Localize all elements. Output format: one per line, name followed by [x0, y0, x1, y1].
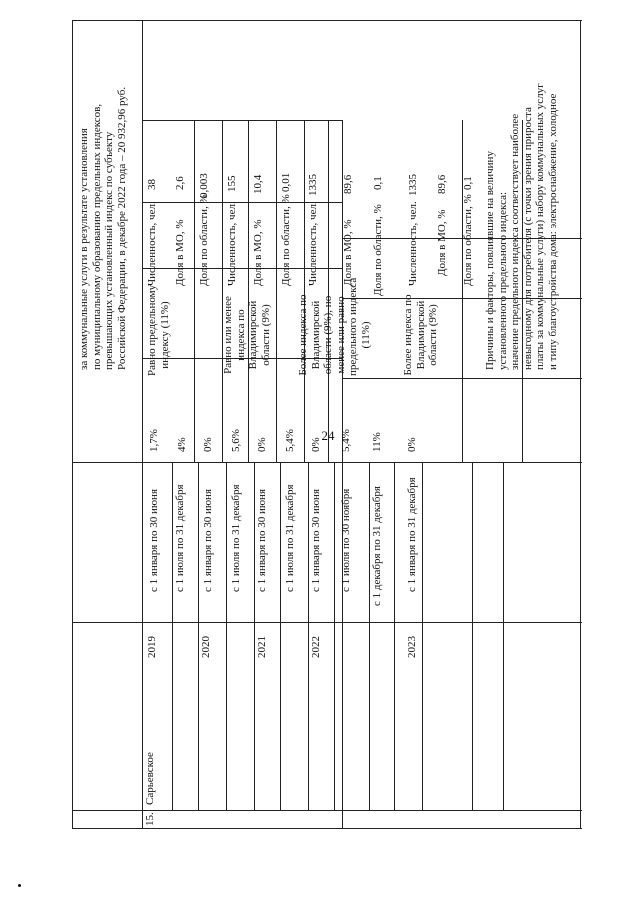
year-2019: 2019 [146, 636, 158, 658]
year-2022: 2022 [310, 636, 322, 658]
metric-value: 1335 [307, 174, 319, 196]
metric-label: Численность, чел. [407, 201, 419, 286]
period-label: с 1 июля по 31 декабря [174, 484, 186, 592]
metric-value: 0,1 [462, 176, 474, 190]
index-value: 4% [176, 437, 188, 452]
index-value: 0% [202, 437, 214, 452]
metric-label: Доля по области, % [198, 194, 210, 286]
top-note-line: Российской Федерации, в декабре 2022 года – 20 932,96 руб. [115, 86, 128, 370]
top-note-line: по муниципальному образованию предельных индексов, [90, 103, 103, 370]
metric-value: 89,6 [342, 174, 354, 194]
period-label: с 1 января по 30 июня [148, 488, 160, 592]
group-category: Равно предельному индексу (11%) [146, 284, 171, 376]
page-number: 24 [321, 428, 335, 443]
group-category: Равно или менее индекса по Владимирской области (9%) [222, 296, 272, 374]
metric-value: 0,003 [198, 173, 210, 198]
period-label: с 1 января по 30 июня [256, 488, 268, 592]
period-label: с 1 января по 30 июня [202, 488, 214, 592]
index-value: 11% [371, 432, 383, 452]
stray-mark [18, 884, 21, 887]
bottom-note-line: невыгодному для потребителя (с точки зрения прироста [521, 107, 534, 370]
metric-value: 10,4 [252, 174, 264, 194]
municipality-name: Сарьевское [144, 752, 156, 805]
top-note [78, 30, 128, 370]
metric-value: 155 [226, 175, 238, 192]
bottom-note-line: Причины и факторы, повлиявшие на величину [484, 151, 496, 370]
period-label: с 1 января по 31 декабря [406, 477, 418, 592]
period-label: с 1 декабря по 31 декабря [371, 486, 383, 606]
metric-value: 1335 [407, 174, 419, 196]
bottom-note-line: установленного предельного индекса: [496, 191, 509, 370]
period-label: с 1 июля по 30 ноября [340, 488, 352, 592]
top-note-line: превышающих установленный индекс по субъекту [103, 131, 115, 370]
index-value: 5,6% [230, 429, 242, 452]
metric-label: Доля по области, % [280, 194, 292, 286]
index-value: 0% [310, 437, 322, 452]
metric-label: Доля в МО, % [174, 219, 186, 286]
year-2023: 2023 [406, 636, 418, 658]
index-value: 0% [256, 437, 268, 452]
metric-label: Доля по области, % [462, 194, 474, 286]
period-label: с 1 января по 30 июня [310, 488, 322, 592]
index-value: 1,7% [148, 429, 160, 452]
metric-label: Численность, чел. [226, 201, 238, 286]
period-label: с 1 июля по 31 декабря [230, 484, 242, 592]
index-value: 0% [406, 437, 418, 452]
period-label: с 1 июля по 31 декабря [284, 484, 296, 592]
metric-label: Численность, чел. [146, 201, 158, 286]
index-value: 5,4% [284, 429, 296, 452]
index-value: 5,4% [340, 429, 352, 452]
metric-label: Численность, чел. [307, 201, 319, 286]
metric-value: 89,6 [436, 174, 448, 194]
metric-value: 2,6 [174, 176, 186, 190]
year-2021: 2021 [256, 636, 268, 658]
group-category: Более индекса по Владимирской области (9%) [402, 294, 439, 376]
indices-table [72, 20, 582, 830]
year-2020: 2020 [200, 636, 212, 658]
metric-value: 0,1 [372, 176, 384, 190]
metric-label: Доля в МО, % [252, 219, 264, 286]
metric-value: 38 [146, 179, 158, 190]
bottom-note [484, 25, 559, 370]
metric-value: 0,01 [280, 172, 292, 192]
bottom-note-line: и типу благоустройства дома: электроснабжение, холодное [546, 93, 559, 370]
row-number: 15. [144, 812, 156, 826]
bottom-note-line: платы за коммунальные услуги) набору коммунальных услуг [534, 83, 546, 370]
metric-label: Доля в МО, % [342, 219, 354, 286]
bottom-note-line: значение предельного индекса соответствует наиболее [509, 113, 521, 370]
metric-label: Доля по области, % [372, 204, 384, 296]
metric-label: Доля в МО, % [436, 209, 448, 276]
group-category: Более индекса по Владимирской области (9%), но менее или равно предельного индекса (11%) [297, 277, 372, 376]
top-note-line: за коммунальные услуги в результате установления [78, 128, 90, 370]
